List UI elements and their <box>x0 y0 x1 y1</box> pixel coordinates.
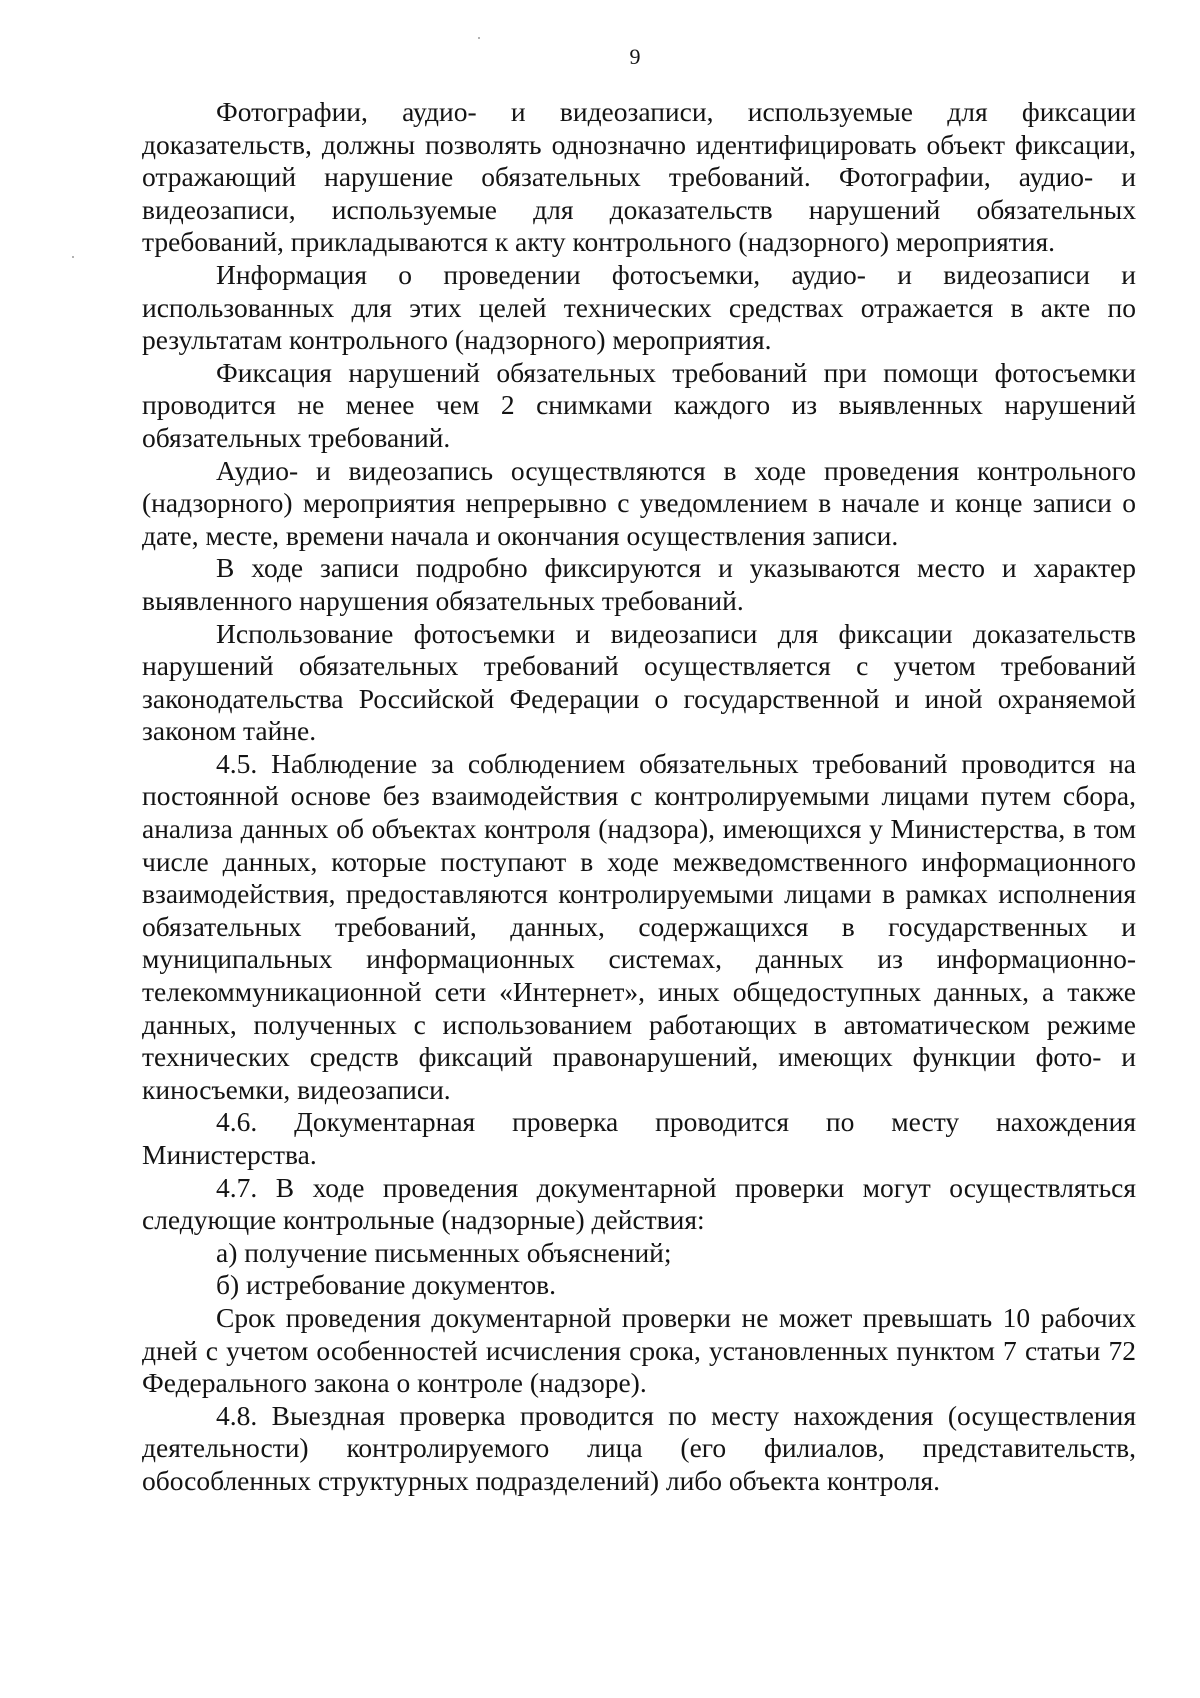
paragraph-4-5-observation: 4.5. Наблюдение за соблюдением обязательных требований проводится на постоянной основе без взаимодействия с контролируемыми лицами путем сбора, анализа данных об объектах контроля (надзора), имеющихся у Министерства, в том числе данных, которые поступают в ходе межведомственного информационного взаимодействия, предоставляются контролируемыми лицами в рамках исполнения обязательных требований, данных, содержащихся в государственных и муниципальных информационных системах, данных из информационно-телекоммуникационной сети «Интернет», иных общедоступных данных, а также данных, полученных с использованием работающих в автоматическом режиме технических средств фиксаций правонарушений, имеющих функции фото- и киносъемки, видеозаписи. <box>142 747 1136 1105</box>
paragraph-audio-video-recording: Аудио- и видеозапись осуществляются в ходе проведения контрольного (надзорного) мероприятия непрерывно с уведомлением в начале и конце записи о дате, месте, времени начала и окончания осуществления записи. <box>142 454 1136 551</box>
list-item-a-explanations: а) получение письменных объяснений; <box>216 1236 672 1268</box>
paragraph-photo-audio-video-requirements: Фотографии, аудио- и видеозаписи, используемые для фиксации доказательств, должны позволять однозначно идентифицировать объект фиксации, отражающий нарушение обязательных требований. Фотографии, аудио- и видеозаписи, используемые для доказательств нарушений обязательных требований, прикладываются к акту контрольного (надзорного) мероприятия. <box>142 96 1136 258</box>
paragraph-photo-fixation: Фиксация нарушений обязательных требований при помощи фотосъемки проводится не менее чем 2 снимками каждого из выявленных нарушений обязательных требований. <box>142 356 1136 453</box>
document-body <box>142 96 1136 1498</box>
paragraph-recording-information: Информация о проведении фотосъемки, аудио- и видеозаписи и использованных для этих целей технических средствах отражается в акте по результатам контрольного (надзорного) мероприятия. <box>142 258 1136 356</box>
scan-speck <box>478 37 480 39</box>
page-number: 9 <box>629 44 641 69</box>
paragraph-recording-details: В ходе записи подробно фиксируются и указываются место и характер выявленного нарушения обязательных требований. <box>142 552 1136 616</box>
paragraph-4-7-control-actions: 4.7. В ходе проведения документарной проверки могут осуществляться следующие контрольные (надзорные) действия: <box>142 1171 1136 1236</box>
list-item-b-documents: б) истребование документов. <box>216 1269 557 1301</box>
paragraph-4-8-onsite-check: 4.8. Выездная проверка проводится по месту нахождения (осуществления деятельности) контролируемого лица (его филиалов, представительств, обособленных структурных подразделений) либо объекта контроля. <box>142 1399 1136 1496</box>
paragraph-secrecy-requirements: Использование фотосъемки и видеозаписи для фиксации доказательств нарушений обязательных требований осуществляется с учетом требований законодательства Российской Федерации о государственной и иной охраняемой законом тайне. <box>142 617 1136 747</box>
paragraph-4-6-documentary-check: 4.6. Документарная проверка проводится по месту нахождения Министерства. <box>142 1106 1136 1170</box>
paragraph-check-duration: Срок проведения документарной проверки не может превышать 10 рабочих дней с учетом особенностей исчисления срока, установленных пунктом 7 статьи 72 Федерального закона о контроле (надзоре). <box>142 1301 1136 1399</box>
scan-speck <box>72 256 74 258</box>
